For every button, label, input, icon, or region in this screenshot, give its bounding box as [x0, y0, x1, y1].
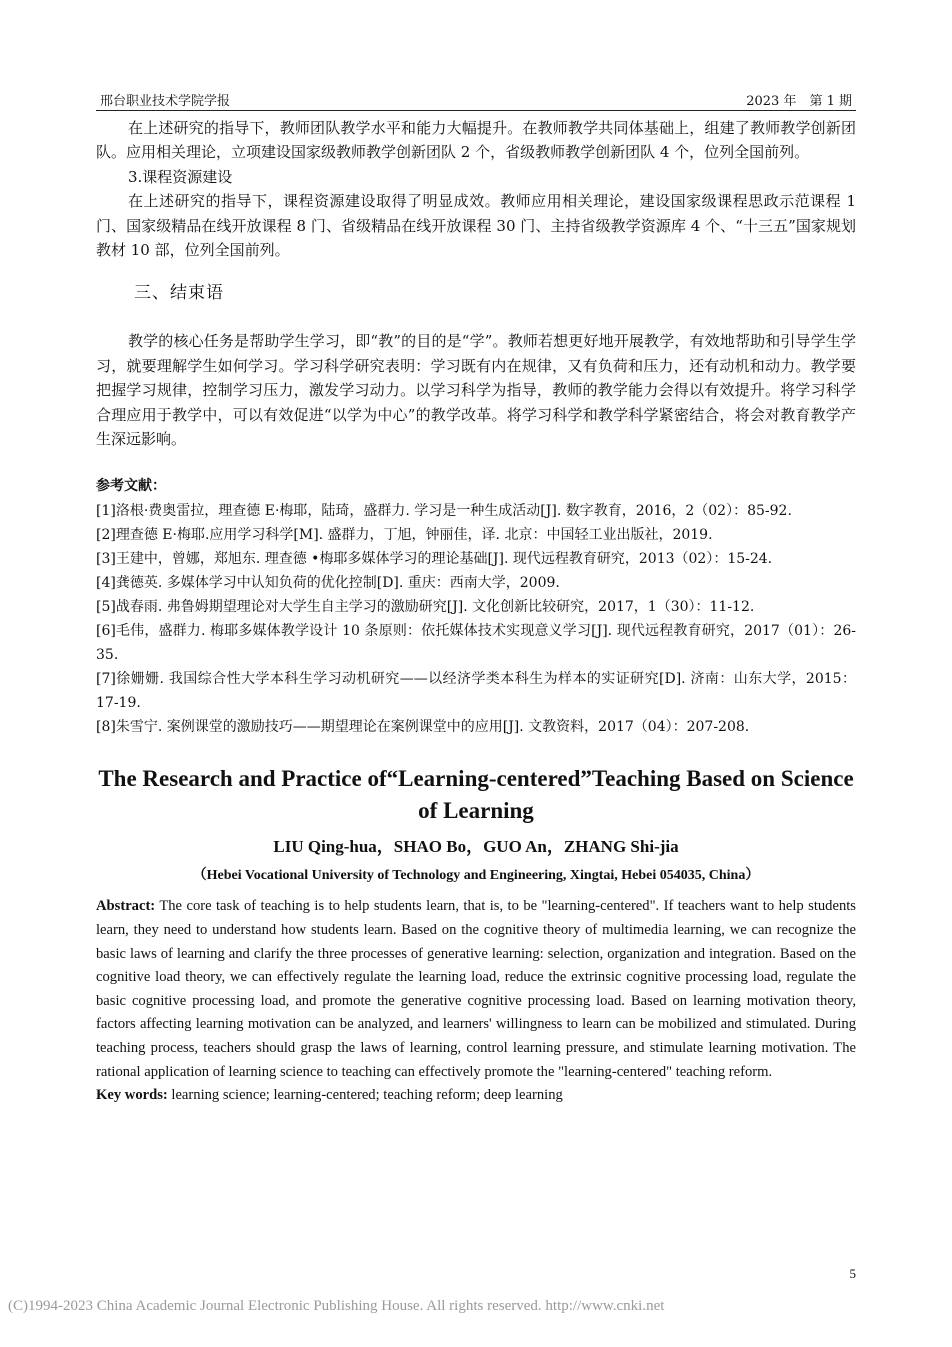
english-abstract: [96, 895, 856, 1084]
reference-item: [8]朱雪宁. 案例课堂的激励技巧——期望理论在案例课堂中的应用[J]. 文教资料，2017（04）：207-208.: [96, 719, 750, 736]
body-paragraph-2: 在上述研究的指导下，课程资源建设取得了明显成效。教师应用相关理论，建设国家级课程思政示范课程 1 门、国家级精品在线开放课程 8 门、省级精品在线开放课程 30 门、主持省级教学资源库 4 个、“十三五”国家规划教材 10 部，位列全国前列。: [96, 192, 856, 260]
reference-item: [3]王建中，曾娜，郑旭东. 理查德 •梅耶多媒体学习的理论基础[J]. 现代远程教育研究，2013（02）：15-24.: [96, 551, 773, 568]
reference-list: [96, 499, 856, 739]
abstract-text: The core task of teaching is to help students learn, that is, to be "learning-centered". If teachers want to help students learn, they need to understand how students learn. Based on the cognitive theory of multimedia learning, we can recognize the basic laws of learning and clarify the three processes of generative learning: selection, organization and integration. Based on the cognitive load theory, we can effectively regulate the learning load, reduce the extrinsic cognitive processing load, regulate the basic cognitive processing load, and promote the generative cognitive processing load. Based on learning motivation theory, factors affecting learning motivation can be analyzed, and learners' willingness to learn can be mobilized and stimulated. During teaching process, teachers should grasp the laws of learning, control learning pressure, and stimulate learning motivation. The rational application of learning science to teaching can effectively promote the "learning-centered" teaching reform.: [96, 898, 856, 1080]
english-authors: LIU Qing-hua，SHAO Bo，GUO An，ZHANG Shi-jia: [273, 837, 679, 857]
abstract-label: Abstract:: [96, 898, 156, 915]
subsection-heading-3: 3.课程资源建设: [128, 167, 233, 186]
reference-item: [1]洛根·费奥雷拉，理查德 E·梅耶，陆琦，盛群力. 学习是一种生成活动[J]. 数字教育，2016，2（02）：85-92.: [96, 503, 792, 520]
page-content: [96, 116, 856, 1108]
section-title-conclusion: 三、结束语: [134, 283, 224, 304]
page-number: 5: [849, 1266, 856, 1281]
english-title: The Research and Practice of“Learning-centered”Teaching Based on Science of Learning: [98, 766, 854, 824]
reference-item: [4]龚德英. 多媒体学习中认知负荷的优化控制[D]. 重庆：西南大学，2009.: [96, 575, 560, 592]
reference-item: [5]战春雨. 弗鲁姆期望理论对大学生自主学习的激励研究[J]. 文化创新比较研究，2017，1（30）：11-12.: [96, 599, 755, 616]
reference-item: [6]毛伟，盛群力. 梅耶多媒体教学设计 10 条原则：依托媒体技术实现意义学习[J]. 现代远程教育研究，2017（01）：26-35.: [96, 623, 856, 664]
english-keywords: [96, 1084, 856, 1108]
body-paragraph-3: 教学的核心任务是帮助学生学习，即“教”的目的是“学”。教师若想更好地开展教学，有效地帮助和引导学生学习，就要理解学生如何学习。学习科学研究表明：学习既有内在规律，又有负荷和压力，还有动机和动力。教学要把握学习规律，控制学习压力，激发学习动力。以学习科学为指导，教师的教学能力会得以有效提升。将学习科学合理应用于教学中，可以有效促进“以学为中心”的教学改革。将学习科学和教学科学紧密结合，将会对教育教学产生深远影响。: [96, 332, 856, 449]
english-affiliation: （Hebei Vocational University of Technology and Engineering, Xingtai, Hebei 054035, China）: [192, 868, 760, 884]
keywords-label: Key words:: [96, 1087, 168, 1104]
journal-name: 邢台职业技术学院学报: [100, 94, 231, 109]
body-paragraph-1: 在上述研究的指导下，教师团队教学水平和能力大幅提升。在教师教学共同体基础上，组建了教师教学创新团队。应用相关理论，立项建设国家级教师教学创新团队 2 个，省级教师教学创新团队 4 个，位列全国前列。: [96, 119, 856, 162]
reference-item: [2]理查德 E·梅耶.应用学习科学[M]. 盛群力，丁旭，钟丽佳，译. 北京：中国轻工业出版社，2019.: [96, 527, 713, 544]
copyright-footer: (C)1994-2023 China Academic Journal Electronic Publishing House. All rights reserved. http://www.cnki.net: [8, 1298, 665, 1314]
references-title: 参考文献：: [96, 478, 166, 495]
issue-info: 2023 年 第 1 期: [746, 94, 852, 109]
keywords-text: learning science; learning-centered; teaching reform; deep learning: [167, 1087, 563, 1104]
reference-item: [7]徐姗姗. 我国综合性大学本科生学习动机研究——以经济学类本科生为样本的实证研究[D]. 济南：山东大学，2015：17-19.: [96, 671, 856, 712]
running-header: [96, 88, 856, 111]
